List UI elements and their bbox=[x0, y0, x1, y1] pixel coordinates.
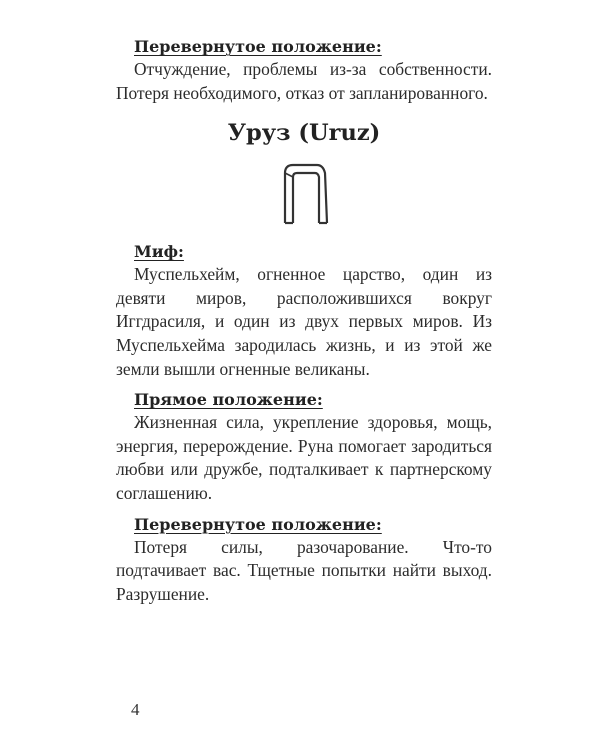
reversed-section bbox=[116, 514, 492, 607]
myth-text: Муспельхейм, огненное царство, один из девяти миров, расположившихся вокруг Иггдрасиля, и один из двух первых миров. Из Муспельхейма зародилась жизнь, и из этой же земли вышли огненные великаны. bbox=[116, 264, 492, 379]
upright-heading: Прямое положение: bbox=[134, 390, 323, 410]
page-number: 4 bbox=[131, 700, 140, 719]
reversed-text: Потеря силы, разочарование. Что-то подтачивает вас. Тщетные попытки найти выход. Разрушение. bbox=[116, 536, 492, 604]
reversed-heading: Перевернутое положение: bbox=[134, 514, 382, 534]
uruz-rune-icon bbox=[273, 159, 335, 227]
section-heading: Перевернутое положение: bbox=[134, 37, 382, 56]
rune-title: Уруз (Uruz) bbox=[227, 120, 381, 147]
book-page bbox=[116, 36, 492, 606]
myth-section bbox=[116, 241, 492, 381]
section-text: Отчуждение, проблемы из-за собственности. Потеря необходимого, отказ от запланированного. bbox=[116, 59, 492, 103]
reversed-position-section-top bbox=[116, 36, 492, 105]
upright-section bbox=[116, 389, 492, 505]
rune-figure bbox=[116, 159, 492, 229]
myth-heading: Миф: bbox=[134, 242, 184, 262]
upright-text: Жизненная сила, укрепление здоровья, мощь, энергия, перерождение. Руна помогает зародиться любви или дружбе, подталкивает к партнерскому соглашению. bbox=[116, 412, 492, 503]
